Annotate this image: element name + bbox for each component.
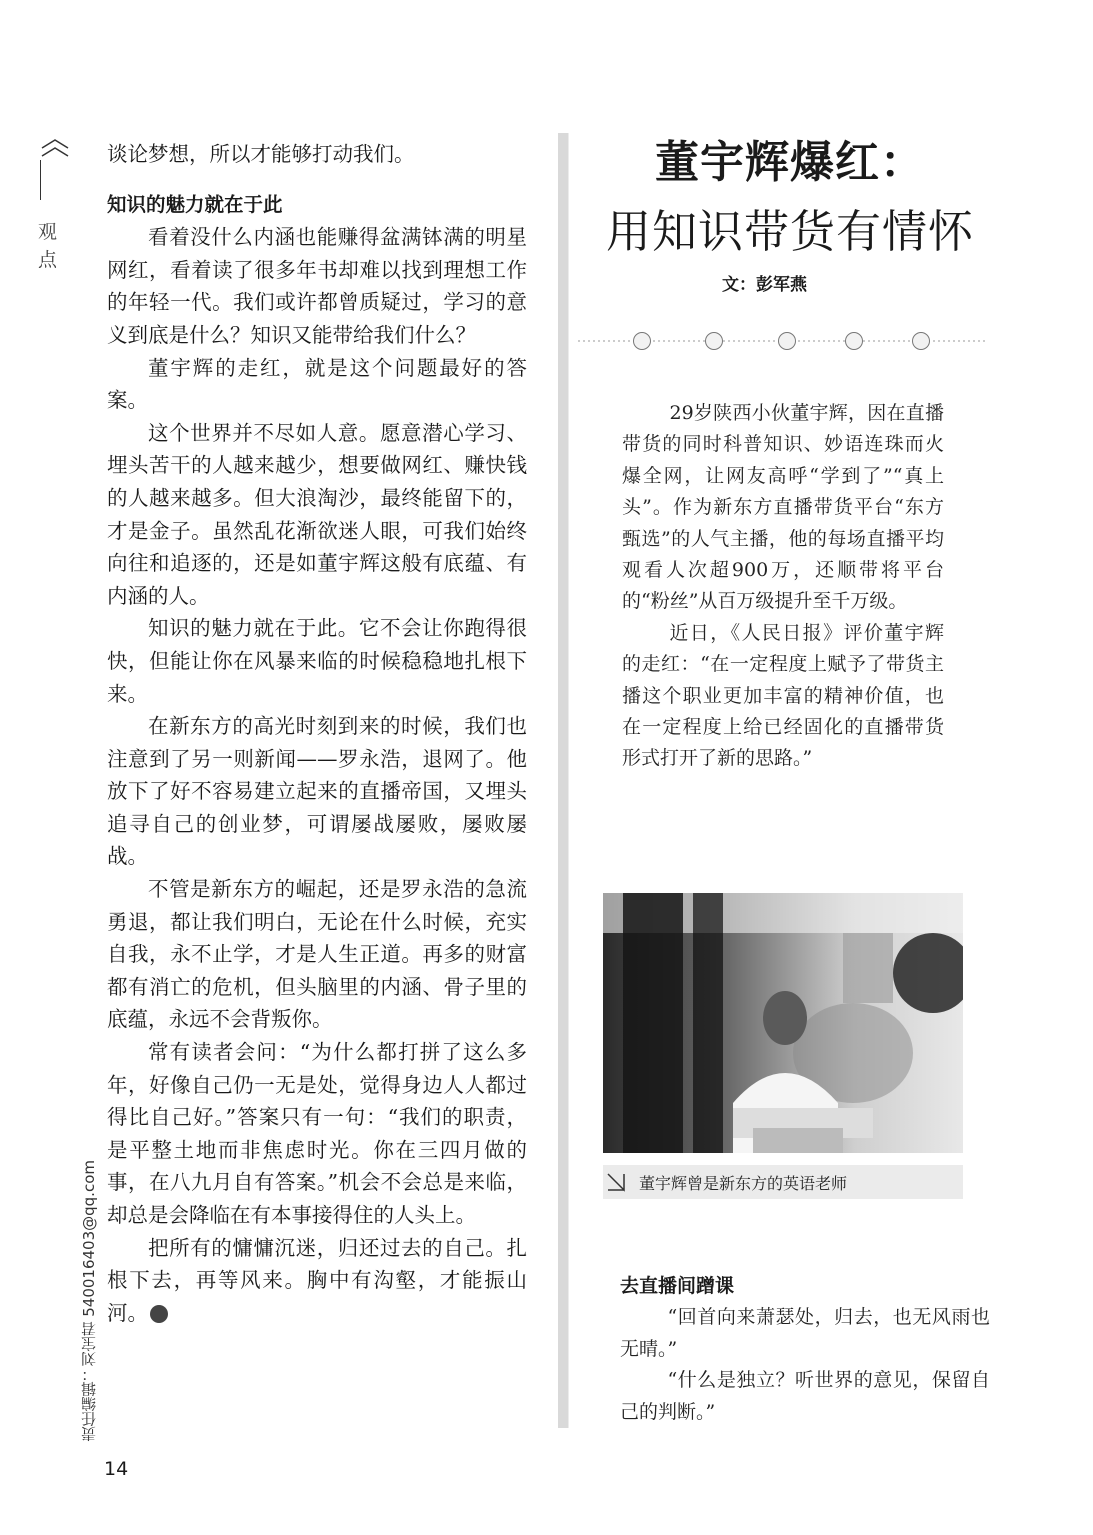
margin-rule xyxy=(40,160,41,200)
article-intro xyxy=(622,398,944,775)
corner-arrow-icon xyxy=(605,1171,627,1193)
paragraph: 这个世界并不尽如人意。愿意潜心学习、埋头苦干的人越来越少，想要做网红、赚快钱的人越来越多。但大浪淘沙，最终能留下的，才是金子。虽然乱花渐欲迷人眼，可我们始终向往和追逐的，还是如董宇辉这般有底蕴、有内涵的人。 xyxy=(107,420,527,608)
article-section xyxy=(620,1270,990,1428)
paragraph: 董宇辉的走红，就是这个问题最好的答案。 xyxy=(107,355,527,413)
chevron-up-icon xyxy=(40,138,70,160)
editor-note xyxy=(78,1160,100,1460)
paragraph: “回首向来萧瑟处，归去，也无风雨也无晴。” xyxy=(620,1306,990,1360)
paragraph-final-text: 把所有的慵慵沉迷，归还过去的自己。扎根下去，再等风来。胸中有沟壑，才能振山河。 xyxy=(107,1235,527,1325)
article-title-line2: 用知识带货有情怀 xyxy=(605,205,974,258)
photo-caption: 董宇辉曾是新东方的英语老师 xyxy=(639,1174,848,1193)
column-separator-line xyxy=(568,133,569,1428)
end-mark-icon: 家 xyxy=(150,1305,168,1323)
paragraph: 常有读者会问：“为什么都打拼了这么多年，好像自己仍一无是处，觉得身边人人都过得比自己好。”答案只有一句：“我们的职责，是平整土地而非焦虑时光。你在三四月做的事，在八九月自有答案。”机会不会总是来临，却总是会降临在有本事接得住的人头上。 xyxy=(107,1040,527,1227)
page-number: 14 xyxy=(104,1458,129,1480)
paragraph: 不管是新东方的崛起，还是罗永浩的急流勇退，都让我们明白，无论在什么时候，充实自我，永不止学，才是人生正道。再多的财富都有消亡的危机，但头脑里的内涵、骨子里的底蕴，永远不会背叛你。 xyxy=(107,877,527,1032)
byline: 文：彭军燕 xyxy=(722,275,807,295)
section-heading: 去直播间蹭课 xyxy=(620,1275,735,1297)
intro-paragraph: 29岁陕西小伙董宇辉，因在直播带货的同时科普知识、妙语连珠而火爆全网，让网友高呼“学到了”“真上头”。作为新东方直播带货平台“东方甄选”的人气主播，他的每场直播平均观看人次超900万，还顺带将平台的“粉丝”从百万级提升至千万级。 xyxy=(622,402,944,613)
paragraph: 在新东方的高光时刻到来的时候，我们也注意到了另一则新闻——罗永浩，退网了。他放下了好不容易建立起来的直播帝国，又埋头追寻自己的创业梦，可谓屡战屡败，屡败屡战。 xyxy=(107,714,527,869)
paragraph: 谈论梦想，所以才能够打动我们。 xyxy=(107,142,415,166)
paragraph: 看着没什么内涵也能赚得盆满钵满的明星网红，看着读了很多年书却难以找到理想工作的年轻一代。我们或许都曾质疑过，学习的意义到底是什么？知识又能带给我们什么？ xyxy=(107,225,527,347)
intro-paragraph: 近日，《人民日报》评价董宇辉的走红：“在一定程度上赋予了带货主播这个职业更加丰富的精神价值，也在一定程度上给已经固化的直播带货形式打开了新的思路。” xyxy=(622,621,944,770)
paragraph-final xyxy=(107,1232,527,1330)
dotted-divider xyxy=(578,331,988,351)
section-heading: 知识的魅力就在于此 xyxy=(107,192,283,216)
paragraph: 知识的魅力就在于此。它不会让你跑得很快，但能让你在风暴来临的时候稳稳地扎根下来。 xyxy=(107,616,527,706)
column-separator xyxy=(558,133,568,1428)
section-label: 观点 xyxy=(38,221,58,271)
paragraph: “什么是独立？听世界的意见，保留自己的判断。” xyxy=(620,1369,990,1423)
editor-note-text: 责任编辑：刘宝君 540016403@qq.com xyxy=(80,1160,98,1442)
photo-caption-bar xyxy=(603,1165,963,1199)
left-column xyxy=(107,138,527,1329)
article-title-line1: 董宇辉爆红： xyxy=(655,137,925,188)
article-photo xyxy=(603,893,963,1153)
